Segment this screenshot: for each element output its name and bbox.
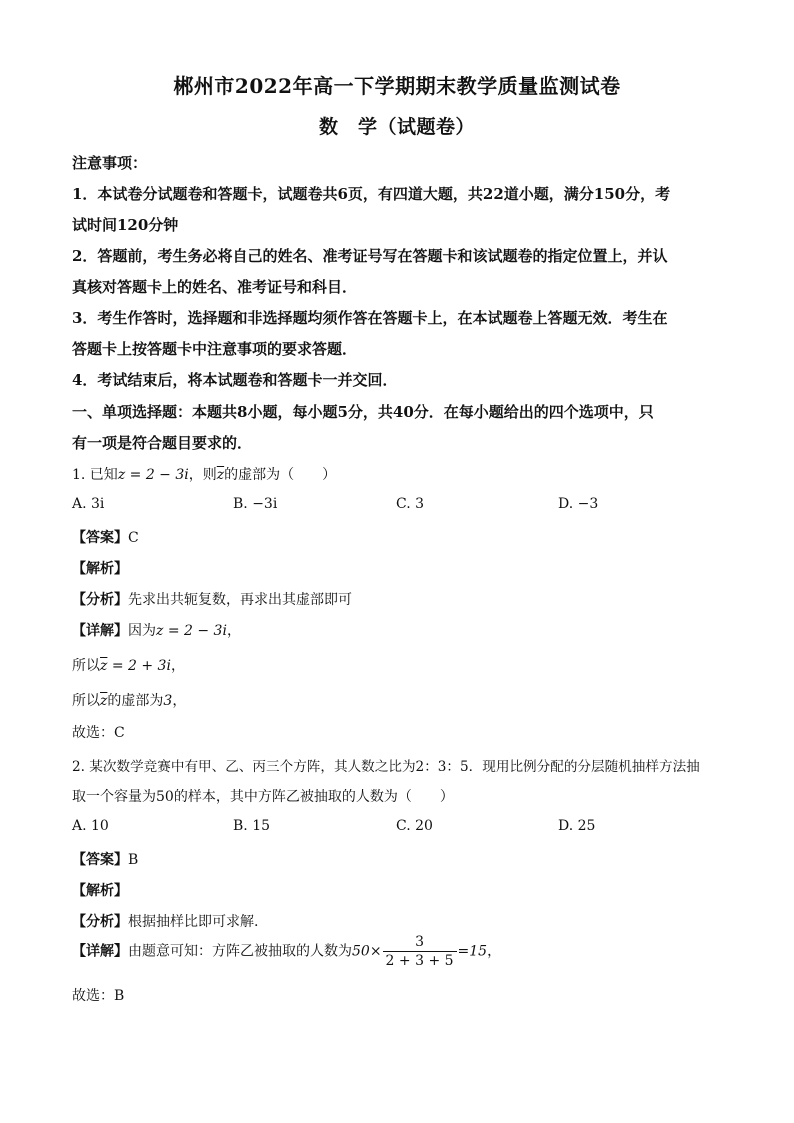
notes-heading: 注意事项： [72, 154, 148, 172]
q2-fraction: $\frac{3}{2 + 3 + 5}$ [383, 934, 457, 969]
q1-conclusion: 故选：C [72, 725, 125, 741]
section1-line-2: 有一项是符合题目要求的． [72, 434, 253, 452]
q2-option-c: C. 20 [396, 818, 433, 834]
q1-option-c: C. 3 [396, 496, 425, 512]
q2-stem-line-2: 取一个容量为50的样本，其中方阵乙被抽取的人数为（ ） [72, 789, 454, 805]
note-line-2: 试时间120分钟 [72, 216, 179, 234]
q2-detail: 【详解】由题意可知：方阵乙被抽取的人数为50× $\frac{3}{2 + 3 + 5}$ =15， [72, 934, 502, 969]
exam-subtitle: 数 学（试题卷） [318, 116, 475, 138]
q1-option-d: D. −3 [558, 496, 599, 512]
q2-option-b: B. 15 [233, 818, 271, 834]
note-line-1: 1．本试卷分试题卷和答题卡，试题卷共6页，有四道大题，共22道小题，满分150分，考 [72, 185, 671, 203]
note-line-3: 2．答题前，考生务必将自己的姓名、准考证号写在答题卡和该试题卷的指定位置上，并认 [72, 247, 668, 265]
q1-fenxi: 【分析】先求出共轭复数，再求出其虚部即可 [72, 592, 352, 608]
q2-conclusion: 故选：B [72, 988, 125, 1004]
note-line-7: 4．考试结束后，将本试题卷和答题卡一并交回． [72, 371, 398, 389]
q2-stem-line-1: 2. 某次数学竞赛中有甲、乙、丙三个方阵，其人数之比为2：3：5．现用比例分配的分层随机抽样方法抽 [72, 759, 700, 775]
exam-title: 郴州市2022年高一下学期期末教学质量监测试卷 [173, 74, 621, 98]
q1-option-a: A. 3i [72, 496, 105, 512]
q1-option-b: B. −3i [233, 496, 278, 512]
q1-step-2: 所以$\overline{z} = 2 + 3i$， [72, 658, 185, 674]
q1-stem: 1. 已知z = 2 − 3i，则$\overline{z}$的虚部为（ ） [72, 467, 337, 483]
q1-analysis-label: 【解析】 [72, 561, 128, 577]
note-line-5: 3．考生作答时，选择题和非选择题均须作答在答题卡上，在本试题卷上答题无效．考生在 [72, 309, 668, 327]
q2-answer: 【答案】B [72, 852, 139, 868]
q2-option-a: A. 10 [72, 818, 109, 834]
q1-answer: 【答案】C [72, 530, 139, 546]
q2-option-d: D. 25 [558, 818, 596, 834]
note-line-6: 答题卡上按答题卡中注意事项的要求答题． [72, 340, 358, 358]
q2-analysis-label: 【解析】 [72, 883, 128, 899]
q1-step-3: 所以$\overline{z}$的虚部为3， [72, 693, 187, 709]
q1-detail: 【详解】因为z = 2 − 3i， [72, 623, 241, 639]
note-line-4: 真核对答题卡上的姓名、准考证号和科目． [72, 278, 358, 296]
q2-fenxi: 【分析】根据抽样比即可求解. [72, 914, 259, 930]
section1-line-1: 一、单项选择题：本题共8小题，每小题5分，共40分．在每小题给出的四个选项中，只 [72, 403, 654, 421]
